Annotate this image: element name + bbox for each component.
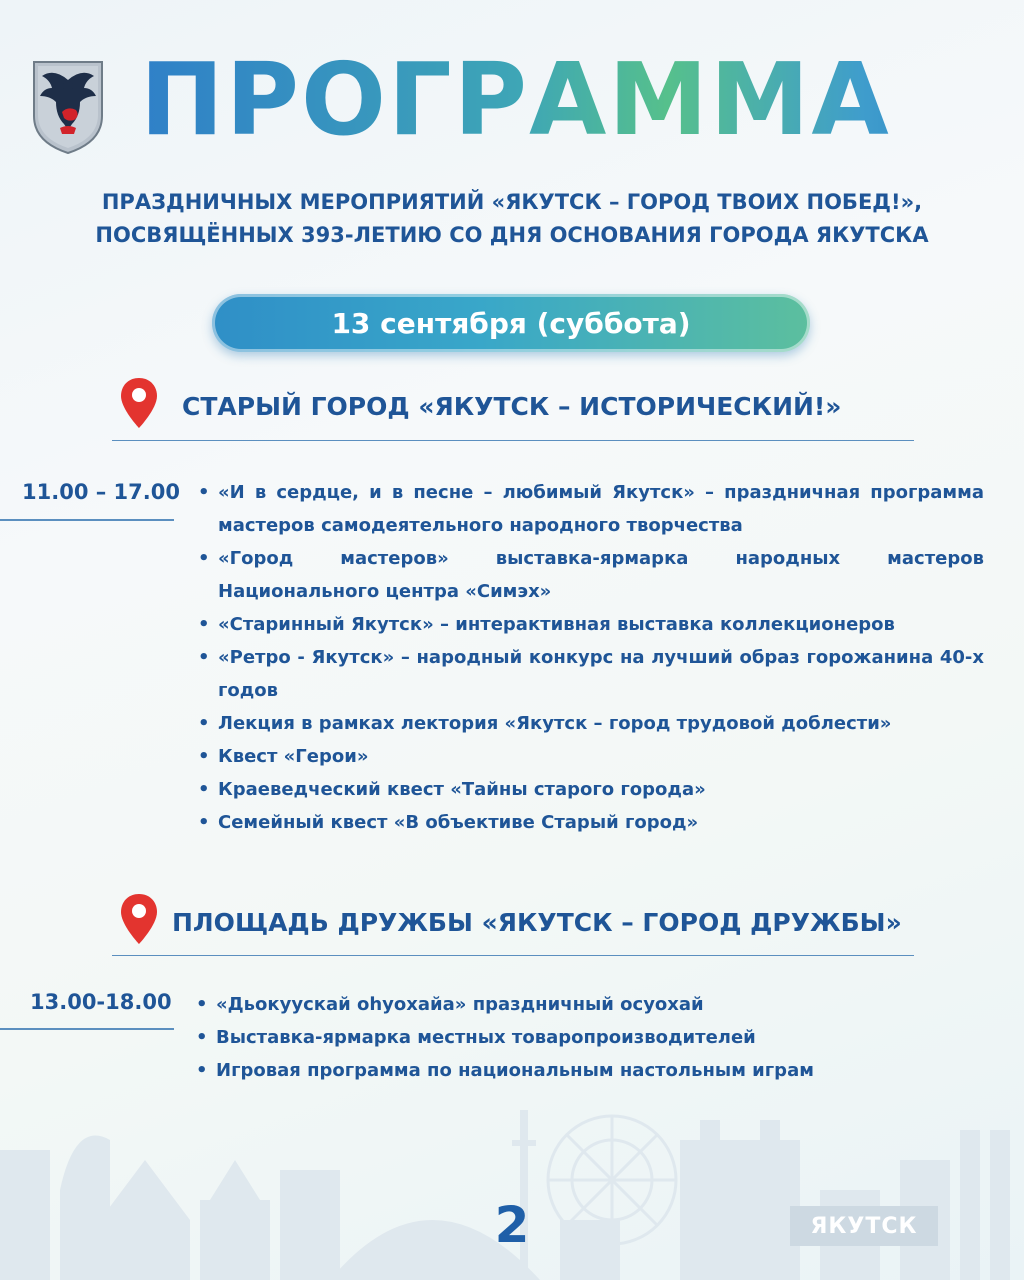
subtitle [20, 186, 1004, 252]
list-item: • «И в сердце, и в песне – любимый Якутск» – праздничная программа мастеров самодеятельного народного творчества [198, 476, 984, 542]
list-item: • Лекция в рамках лектория «Якутск – город трудовой доблести» [198, 707, 984, 740]
time-underline [0, 1028, 174, 1030]
list-item: • «Ретро - Якутск» – народный конкурс на лучший образ горожанина 40-х годов [198, 641, 984, 707]
time-range-friendship-square: 13.00-18.00 [30, 990, 172, 1014]
time-underline [0, 519, 174, 521]
list-item: • Игровая программа по национальным настольным играм [196, 1054, 986, 1087]
list-item: • Квест «Герои» [198, 740, 984, 773]
subtitle-line-1: ПРАЗДНИЧНЫХ МЕРОПРИЯТИЙ «ЯКУТСК – ГОРОД ТВОИХ ПОБЕД!», [101, 190, 923, 214]
subtitle-line-2: ПОСВЯЩЁННЫХ 393-ЛЕТИЮ СО ДНЯ ОСНОВАНИЯ ГОРОДА ЯКУТСКА [95, 223, 929, 247]
list-item: • «Город мастеров» выставка-ярмарка народных мастеров Национального центра «Симэх» [198, 542, 984, 608]
page-title: ПРОГРАММА [140, 40, 990, 160]
city-emblem-icon [30, 58, 106, 156]
page-number: 2 [494, 1196, 530, 1254]
list-item: • «Дьокуускай оһуохайа» праздничный осуохай [196, 988, 986, 1021]
location-pin-icon [119, 892, 159, 946]
time-range-old-town: 11.00 – 17.00 [22, 480, 180, 504]
section-divider [112, 955, 914, 956]
date-label: 13 сентября (суббота) [331, 306, 691, 340]
section-divider [112, 440, 914, 441]
section-title-friendship-square: ПЛОЩАДЬ ДРУЖБЫ «ЯКУТСК – ГОРОД ДРУЖБЫ» [172, 908, 902, 937]
section-title-old-town: СТАРЫЙ ГОРОД «ЯКУТСК – ИСТОРИЧЕСКИЙ!» [182, 392, 842, 421]
city-label: ЯКУТСК [810, 1214, 918, 1239]
list-item: • «Старинный Якутск» – интерактивная выставка коллекционеров [198, 608, 984, 641]
date-badge [212, 294, 810, 352]
list-item: • Краеведческий квест «Тайны старого города» [198, 773, 984, 806]
list-item: • Выставка-ярмарка местных товаропроизводителей [196, 1021, 986, 1054]
list-item: • Семейный квест «В объективе Старый город» [198, 806, 984, 839]
event-list-old-town [198, 476, 984, 839]
event-list-friendship-square [196, 988, 986, 1087]
location-pin-icon [119, 376, 159, 430]
